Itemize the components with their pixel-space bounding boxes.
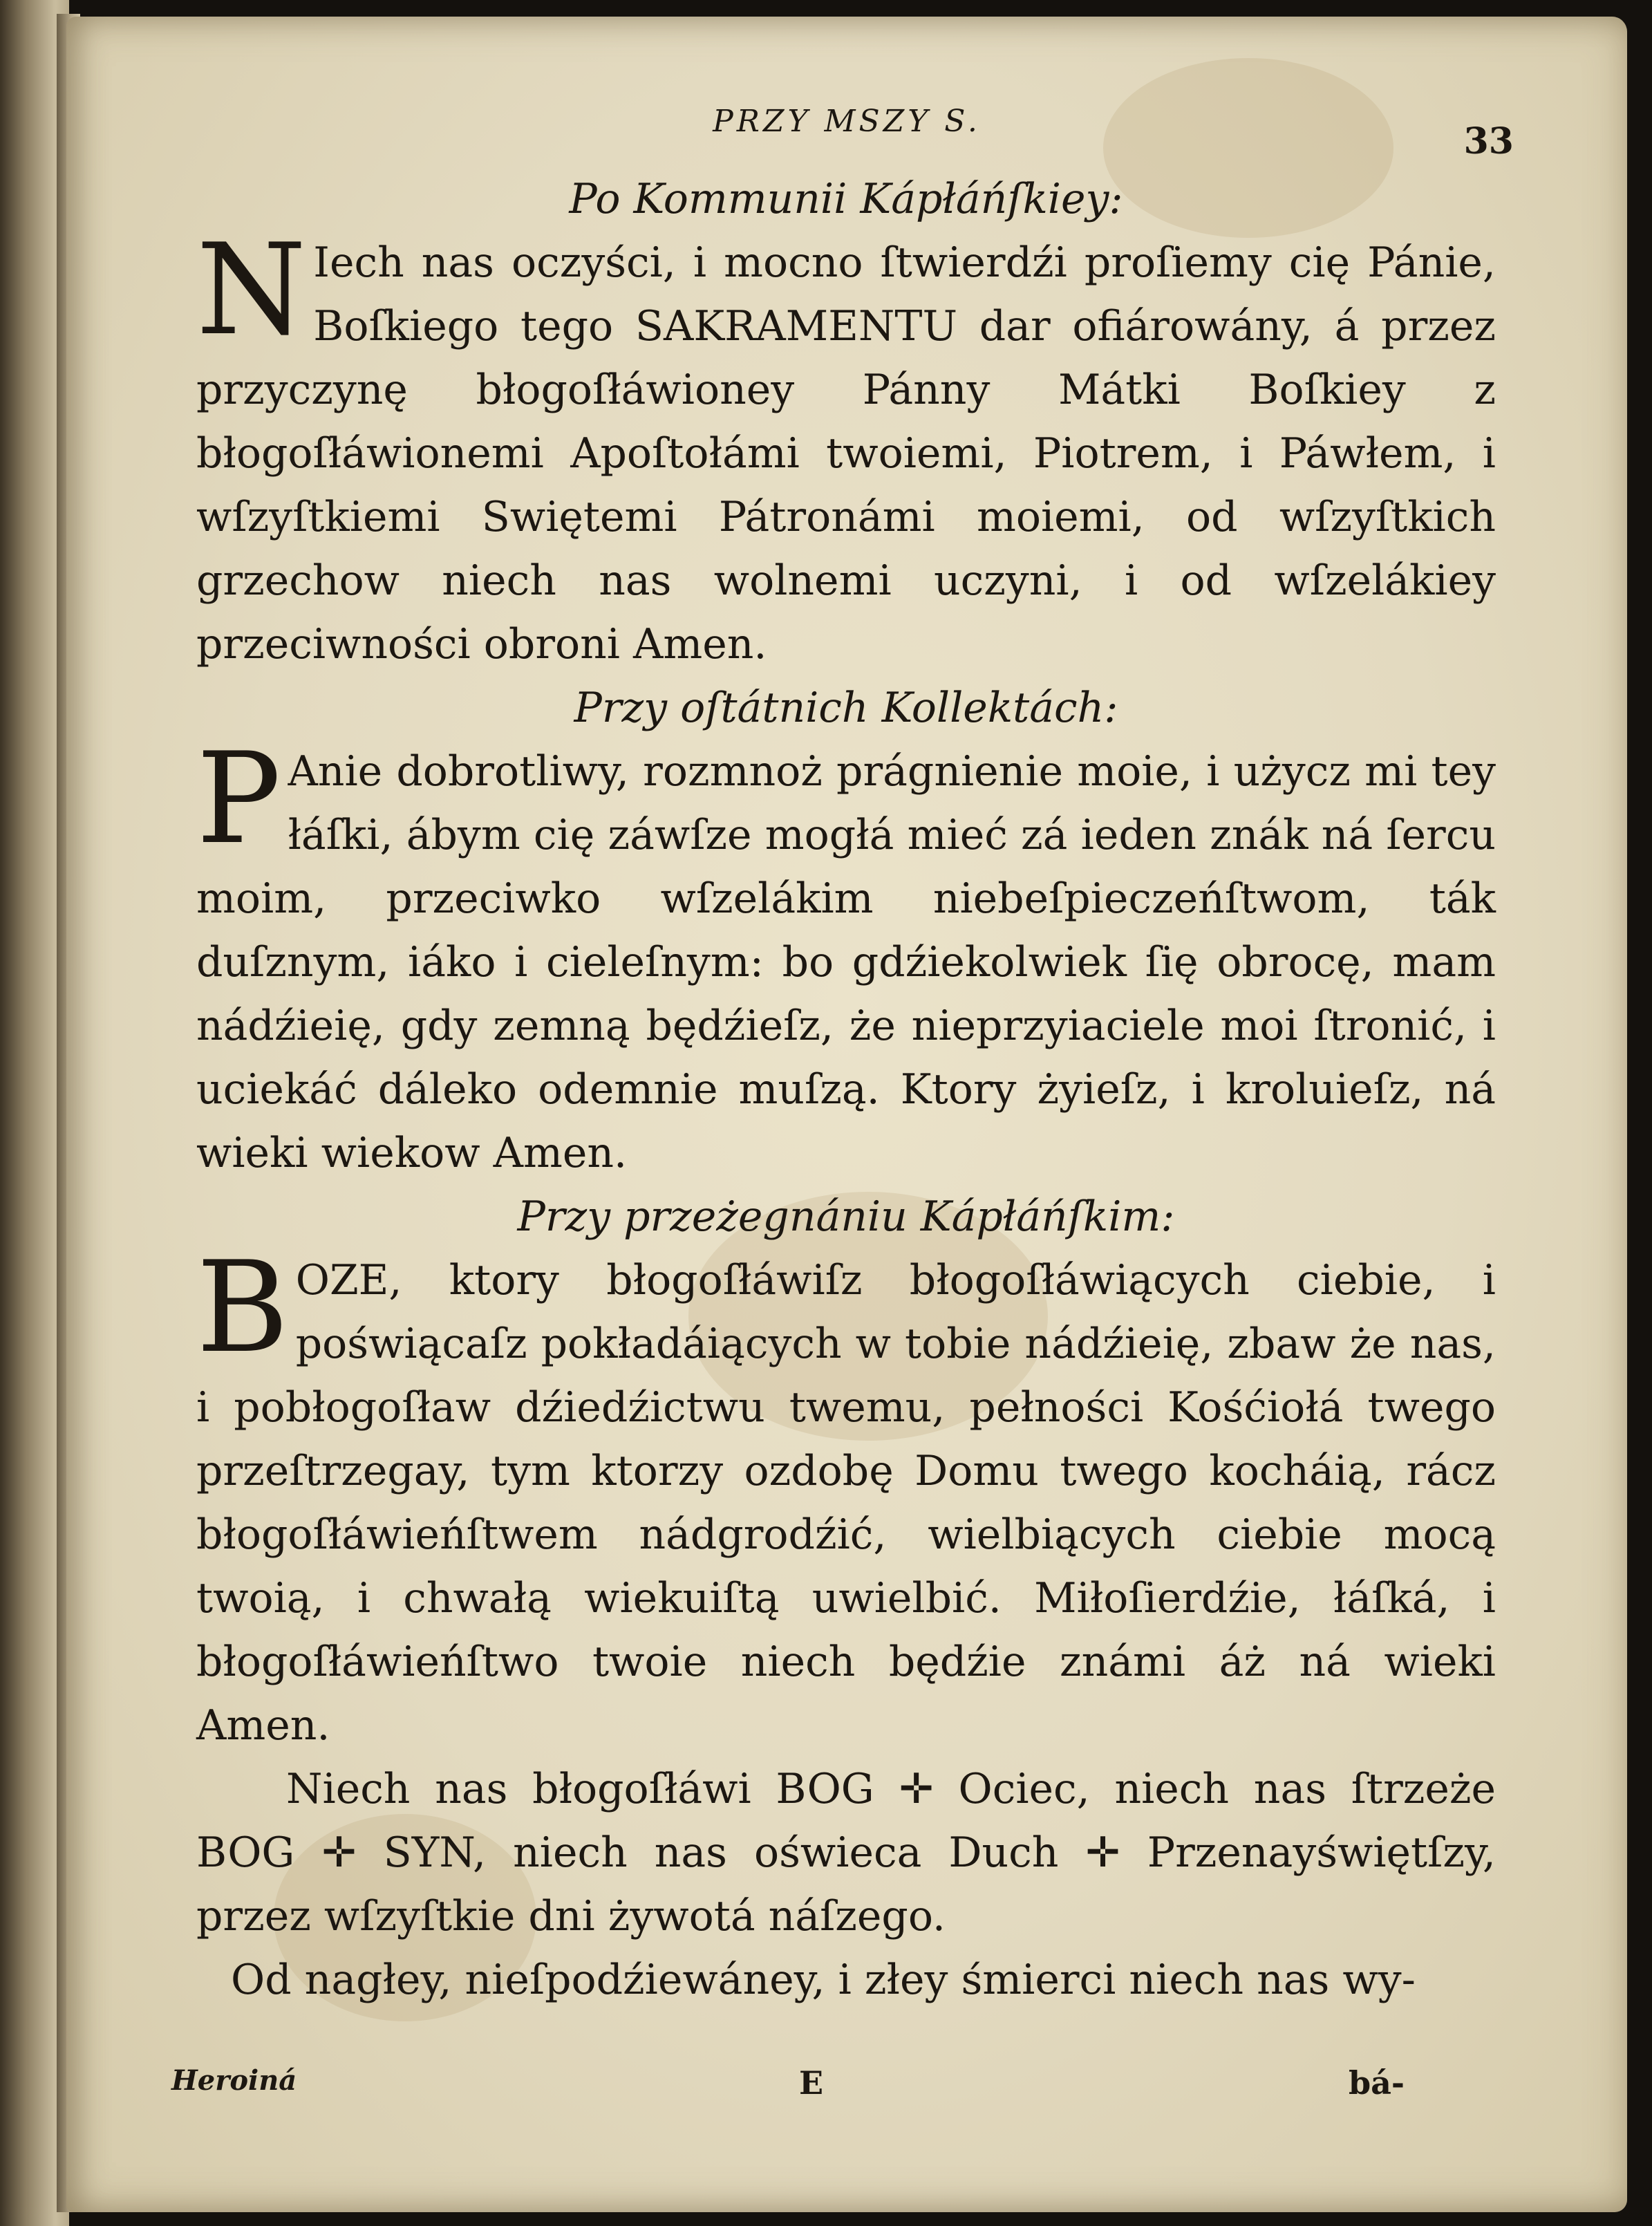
section-heading-communion: Po Kommunii Kápłáńſkiey: [569, 175, 1123, 223]
book-page [66, 17, 1627, 2212]
section-heading-collects: Przy oſtátnich Kollektách: [574, 684, 1118, 732]
prayer-text: Iech nas oczyści, i mocno ſtwierdźi proſiemy cię Pánie, Boſkiego tego SAKRAMENTU dar ofiárowány, á przez przyczynę błogoſłáwioney Pánny Mátki Boſkiey z błogoſłáwionemi Apoſtołámi twoiemi, Piotrem, i Páwłem, i wſzyſtkiemi Swiętemi Pátronámi moiemi, od wſzyſtkich grzechow niech nas wolnemi uczyni, i od wſzelákiey przeciwności obroni Amen. [196, 238, 1496, 668]
blessing-paragraph: Niech nas błogoſłáwi BOG ✛ Ociec, niech nas ſtrzeże BOG ✛ SYN, niech nas oświeca Duch ✛ Przenayświętſzy, przez wſzyſtkie dni żywotá náſzego. [196, 1765, 1496, 1940]
final-line: Od nagłey, nieſpodźiewáney, i złey śmierci niech nas wy- [231, 1956, 1416, 2004]
running-head: PRZY MSZY S. [713, 104, 981, 139]
initial-letter: P [196, 725, 281, 872]
page-number: 33 [1463, 120, 1514, 162]
prayer-after-communion [196, 216, 1496, 676]
text-block [196, 167, 1496, 2012]
section-heading-blessing: Przy przeżegnániu Kápłáńſkim: [517, 1192, 1175, 1241]
prayer-last-collects [196, 725, 1496, 1185]
prayer-text: OZE, ktory błogoſłáwiſz błogoſłáwiących ciebie, i poświącaſz pokładáiących w tobie nádźieię, zbaw że nas, i pobłogoſław dźiedźictwu twemu, pełności Kośćiołá twego przeſtrzegay, tym ktorzy ozdobę Domu twego kocháią, rácz błogoſłáwieńſtwem nádgrodźić, wielbiących ciebie mocą twoią, i chwałą wiekuiſtą uwielbić. Miłoſierdźie, łáſká, i błogoſłáwieńſtwo twoie niech będźie známi áż ná wieki Amen. [196, 1256, 1496, 1750]
signature-mark: E [799, 2064, 824, 2102]
page-footer [66, 2064, 1627, 2113]
prayer-text: Anie dobrotliwy, rozmnoż prágnienie moie, i użycz mi tey łáſki, ábym cię záwſze mogłá mieć zá ieden znák ná ſercu moim, przeciwko wſzelákim niebeſpieczeńſtwom, ták duſznym, iáko i cieleſnym: bo gdźiekolwiek ſię obrocę, mam nádźieię, gdy zemną będźieſz, że nieprzyiaciele moi ſtronić, i uciekáć dáleko odemnie muſzą. Ktory żyieſz, i kroluieſz, ná wieki wiekow Amen. [196, 747, 1496, 1177]
initial-letter: B [196, 1234, 289, 1381]
signature-label: Heroiná [171, 2064, 297, 2097]
catchword: bá- [1348, 2064, 1405, 2102]
prayer-priestly-blessing [196, 1234, 1496, 1757]
initial-letter: N [196, 216, 307, 363]
